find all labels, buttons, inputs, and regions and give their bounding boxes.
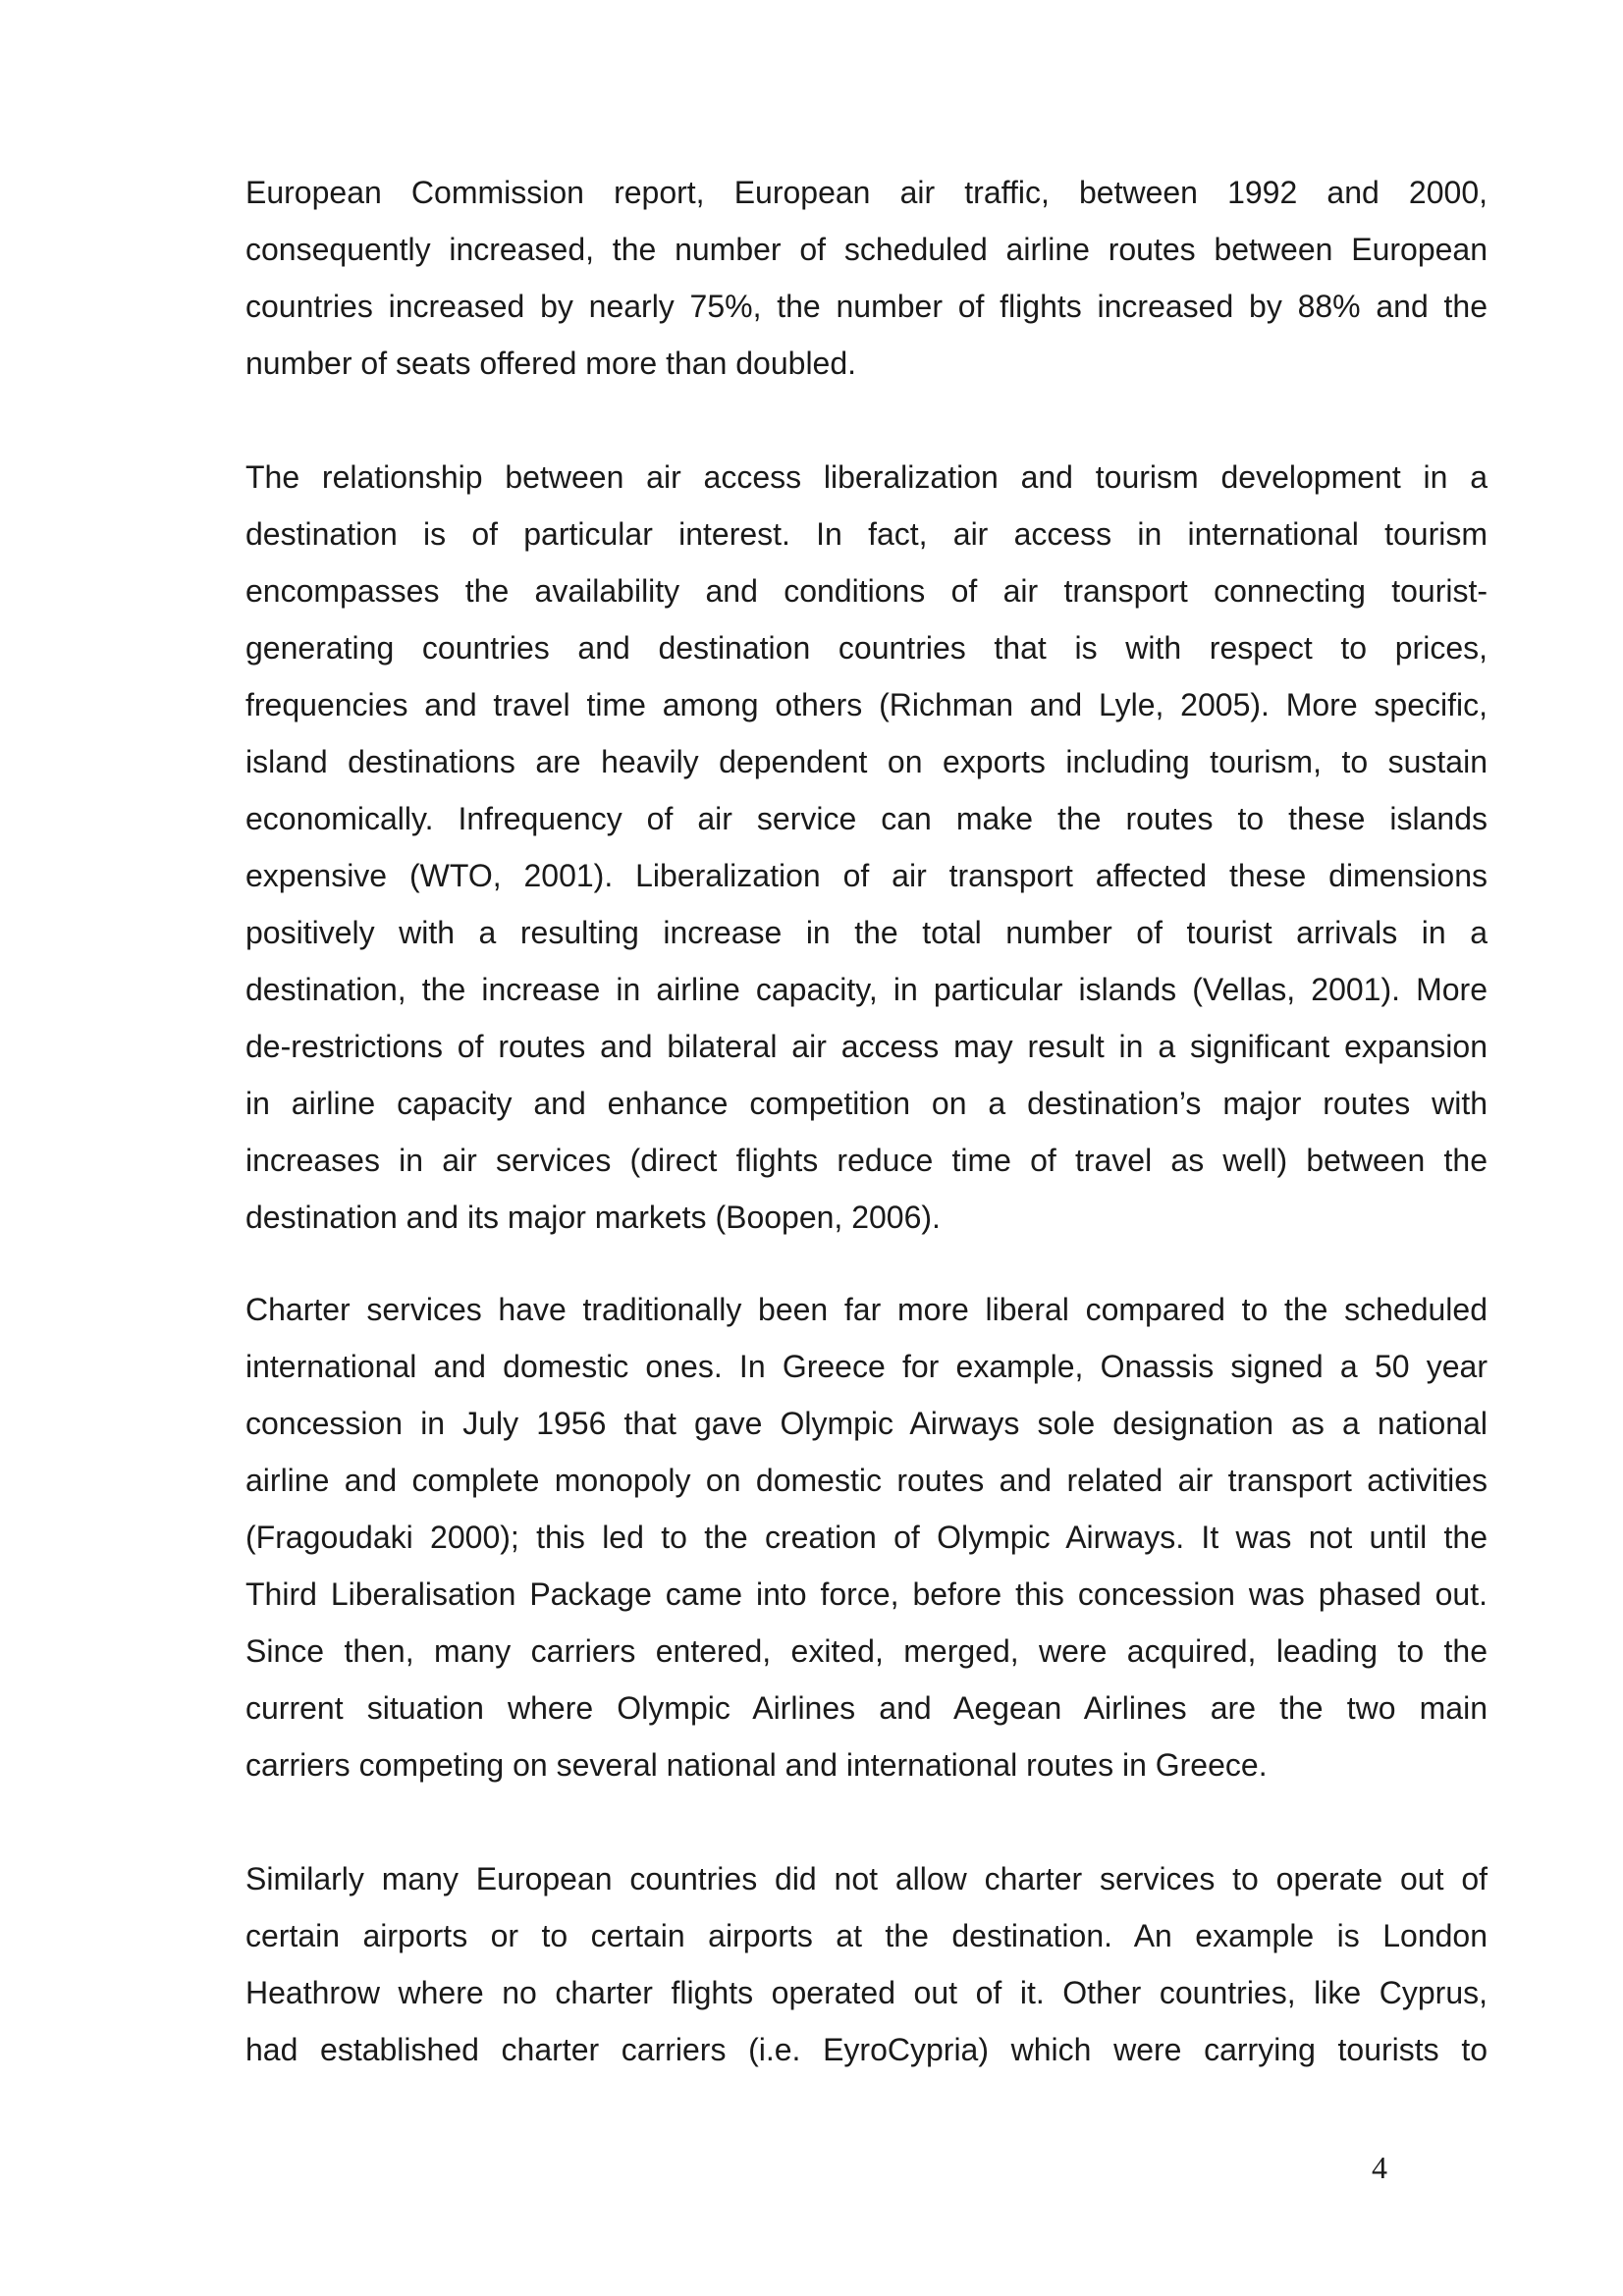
paragraph-2-line-11: de-restrictions of routes and bilateral air access may result in a significant expansion [245,1029,1488,1064]
paragraph-4-line-4: had established charter carriers (i.e. EyroCypria) which were carrying tourists to [245,2032,1488,2067]
paragraph-3-line-8: current situation where Olympic Airlines and Aegean Airlines are the two main [245,1690,1488,1726]
paragraph-4-line-1: Similarly many European countries did not allow charter services to operate out of [245,1861,1488,1896]
paragraph-3-line-4: airline and complete monopoly on domestic routes and related air transport activities [245,1463,1488,1498]
paragraph-1-line-2: consequently increased, the number of scheduled airline routes between European [245,232,1488,267]
paragraph-3-line-5: (Fragoudaki 2000); this led to the creation of Olympic Airways. It was not until the [245,1520,1488,1555]
paragraph-1-line-4: number of seats offered more than doubled. [245,346,857,381]
paragraph-3-line-1: Charter services have traditionally been far more liberal compared to the scheduled [245,1292,1488,1327]
paragraph-2-line-9: positively with a resulting increase in the total number of tourist arrivals in a [245,915,1488,950]
paragraph-3-line-6: Third Liberalisation Package came into force, before this concession was phased out. [245,1576,1488,1612]
paragraph-4-line-2: certain airports or to certain airports at the destination. An example is London [245,1918,1488,1953]
paragraph-2-line-3: encompasses the availability and conditions of air transport connecting tourist- [245,573,1488,609]
paragraph-2-line-2: destination is of particular interest. In fact, air access in international tourism [245,516,1488,552]
paragraph-3-line-3: concession in July 1956 that gave Olympic Airways sole designation as a national [245,1406,1488,1441]
paragraph-2-line-1: The relationship between air access liberalization and tourism development in a [245,459,1488,495]
paragraph-2-line-13: increases in air services (direct flights reduce time of travel as well) between the [245,1143,1488,1178]
paragraph-2-line-8: expensive (WTO, 2001). Liberalization of air transport affected these dimensions [245,858,1488,893]
paragraph-4-line-3: Heathrow where no charter flights operated out of it. Other countries, like Cyprus, [245,1975,1488,2010]
paragraph-2-line-4: generating countries and destination countries that is with respect to prices, [245,630,1488,666]
paragraph-2-line-12: in airline capacity and enhance competition on a destination’s major routes with [245,1086,1488,1121]
paragraph-2-line-10: destination, the increase in airline capacity, in particular islands (Vellas, 2001). More [245,972,1488,1007]
paragraph-3-line-7: Since then, many carriers entered, exited, merged, were acquired, leading to the [245,1633,1488,1669]
paragraph-3-line-2: international and domestic ones. In Greece for example, Onassis signed a 50 year [245,1349,1488,1384]
paragraph-2-line-6: island destinations are heavily dependent on exports including tourism, to sustain [245,744,1488,779]
paragraph-2-line-7: economically. Infrequency of air service can make the routes to these islands [245,801,1488,836]
paragraph-2-line-14: destination and its major markets (Boopen, 2006). [245,1200,941,1235]
paragraph-1-line-1: European Commission report, European air traffic, between 1992 and 2000, [245,175,1488,210]
page-number: 4 [1372,2150,1387,2185]
paragraph-2-line-5: frequencies and travel time among others (Richman and Lyle, 2005). More specific, [245,687,1488,722]
paragraph-3-line-9: carriers competing on several national and international routes in Greece. [245,1747,1268,1783]
paragraph-1-line-3: countries increased by nearly 75%, the number of flights increased by 88% and the [245,289,1488,324]
